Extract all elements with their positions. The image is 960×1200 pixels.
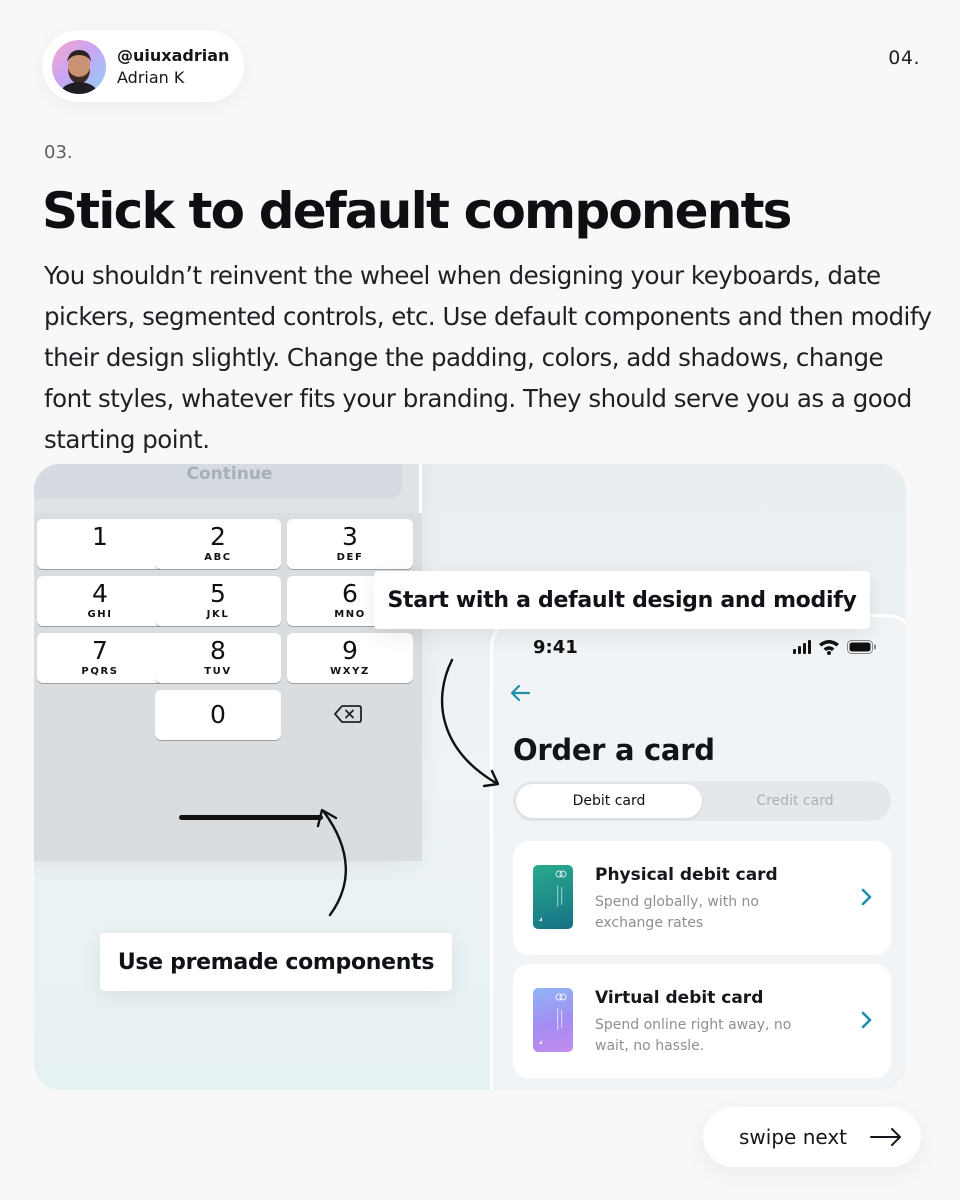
signal-icon (793, 640, 811, 654)
continue-label: Continue (186, 464, 273, 484)
section-number: 03. (44, 142, 73, 163)
backspace-icon[interactable] (333, 703, 363, 725)
wifi-icon (819, 640, 839, 655)
status-time: 9:41 (533, 637, 578, 658)
card-option-physical[interactable] (513, 841, 891, 955)
key-letters: DEF (336, 552, 364, 563)
key-letters: GHI (87, 609, 113, 620)
key-8[interactable] (155, 633, 281, 683)
key-digit: 9 (342, 636, 358, 665)
key-digit: 6 (342, 579, 358, 608)
card-title: Virtual debit card (595, 988, 764, 1008)
key-digit: 0 (210, 700, 226, 729)
key-0[interactable] (155, 690, 281, 740)
key-letters: JKL (206, 609, 230, 620)
key-digit: 4 (92, 579, 108, 608)
author-name: Adrian K (117, 68, 185, 87)
illustration-panel (34, 464, 906, 1090)
key-letters: MNO (334, 609, 366, 620)
swipe-label: swipe next (739, 1125, 847, 1149)
author-chip[interactable] (42, 30, 244, 102)
key-digit: 8 (210, 636, 226, 665)
callout-modify: Start with a default design and modify (374, 571, 870, 629)
continue-button[interactable] (34, 464, 402, 499)
segment-debit-card[interactable]: Debit card (516, 784, 702, 818)
page-title: Stick to default components (42, 182, 791, 240)
card-description: Spend globally, with no exchange rates (595, 894, 759, 931)
key-5[interactable] (155, 576, 281, 626)
keypad-phone-mockup (34, 464, 422, 861)
author-handle: @uiuxadrian (117, 46, 230, 65)
chevron-right-icon[interactable] (859, 1010, 873, 1030)
key-digit: 1 (92, 522, 108, 551)
arrow-left-icon[interactable] (509, 683, 533, 703)
home-indicator (179, 815, 323, 820)
numeric-keypad (34, 513, 422, 861)
callout-premade: Use premade components (100, 933, 452, 991)
arrow-right-icon (869, 1127, 903, 1147)
key-digit: 7 (92, 636, 108, 665)
key-7[interactable] (37, 633, 163, 683)
virtual-card-image (533, 988, 573, 1052)
key-1[interactable] (37, 519, 163, 569)
segment-credit-card[interactable]: Credit card (756, 793, 834, 809)
key-2[interactable] (155, 519, 281, 569)
battery-icon (848, 641, 877, 654)
key-9[interactable] (287, 633, 413, 683)
swipe-next-button[interactable] (703, 1107, 921, 1167)
key-letters: PQRS (81, 666, 119, 677)
body-copy: You shouldn’t reinvent the wheel when designing your keyboards, date pickers, segmented controls, etc. Use default components and then modify their design slightly. Change the padding, colors, add shadows, change font styles, whatever fits your branding. They should serve you as a good starting point. (44, 261, 932, 454)
key-digit: 2 (210, 522, 226, 551)
key-4[interactable] (37, 576, 163, 626)
status-icons (793, 639, 883, 659)
card-option-virtual[interactable] (513, 964, 891, 1078)
key-letters: TUV (204, 666, 232, 677)
card-description: Spend online right away, no wait, no hassle. (595, 1017, 792, 1054)
page-number: 04. (888, 47, 920, 69)
key-letters: ABC (204, 552, 232, 563)
key-digit: 3 (342, 522, 358, 551)
key-digit: 5 (210, 579, 226, 608)
physical-card-image (533, 865, 573, 929)
chevron-right-icon[interactable] (859, 887, 873, 907)
order-title: Order a card (513, 733, 715, 767)
avatar (52, 40, 106, 94)
key-3[interactable] (287, 519, 413, 569)
card-title: Physical debit card (595, 865, 778, 885)
order-card-phone-mockup (490, 614, 906, 1090)
segmented-control (513, 781, 891, 821)
key-letters: WXYZ (330, 666, 370, 677)
